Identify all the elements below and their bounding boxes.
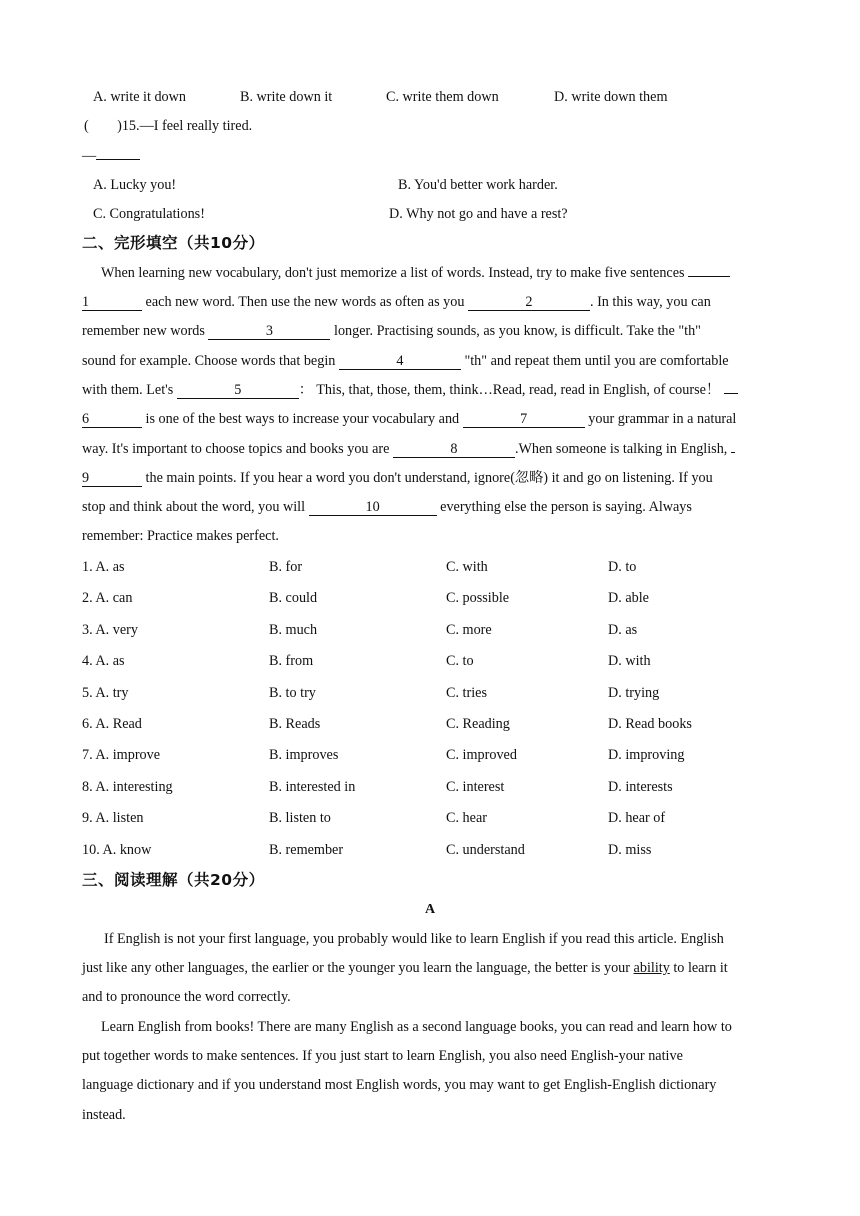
- q14-option-b: B. write down it: [240, 89, 333, 105]
- cloze-q9-option-b: B. listen to: [269, 810, 331, 827]
- q15-option-d: D. Why not go and have a rest?: [389, 206, 568, 222]
- cloze-q6-option-a: 6. A. Read: [82, 716, 142, 732]
- cloze-q5-option-d: D. trying: [608, 684, 660, 701]
- cloze-line-1: When learning new vocabulary, don't just memorize a list of words. Instead, try to make five sentences: [101, 264, 730, 282]
- cloze-q10-option-d: D. miss: [608, 841, 652, 858]
- cloze-q1-option-a: 1. A. as: [82, 559, 125, 575]
- cloze-q1-option-b: B. for: [269, 559, 303, 575]
- cloze-q2-option-c: C. possible: [446, 590, 510, 607]
- cloze-q8-option-b: B. interested in: [269, 778, 356, 795]
- q15-question: 15.—I feel really tired.: [121, 118, 253, 134]
- cloze-q7-option-c: C. improved: [446, 747, 517, 764]
- cloze-q6-option-c: C. Reading: [446, 716, 510, 732]
- cloze-line-8: 9 the main points. If you hear a word you don't understand, ignore(忽略) it and go on listening. If you: [82, 470, 713, 486]
- underlined-word: ability: [633, 960, 670, 976]
- cloze-line-5: with them. Let's 5 ： This, that, those, them, think…Read, read, read in English, of course！: [82, 381, 738, 399]
- cloze-blank-5[interactable]: 5: [177, 383, 299, 399]
- cloze-q4-option-d: D. with: [608, 653, 651, 670]
- cloze-q3-option-d: D. as: [608, 621, 638, 638]
- passage-p2-line-1: Learn English from books! There are many English as a second language books, you can read and learn how to: [101, 1019, 732, 1035]
- cloze-blank-2[interactable]: 2: [468, 295, 590, 311]
- passage-p1-line-1: If English is not your first language, you probably would like to learn English if you read this article. English: [104, 931, 724, 947]
- q15-reply: —: [82, 147, 140, 165]
- answer-paren: ( ): [84, 118, 122, 134]
- cloze-q9-option-c: C. hear: [446, 810, 487, 827]
- cloze-q4-option-c: C. to: [446, 653, 474, 670]
- cloze-q7-option-b: B. improves: [269, 747, 339, 764]
- cloze-blank-1[interactable]: 1: [82, 295, 142, 311]
- passage-p2-line-2: put together words to make sentences. If you just start to learn English, you also need English-your native: [82, 1048, 683, 1064]
- cloze-q6-option-b: B. Reads: [269, 716, 321, 732]
- cloze-blank-7[interactable]: 7: [463, 412, 585, 428]
- cloze-blank-10[interactable]: 10: [309, 500, 437, 516]
- cloze-blank-8[interactable]: 8: [393, 442, 515, 458]
- cloze-q1-option-c: C. with: [446, 559, 488, 575]
- q14-option-d: D. write down them: [554, 89, 668, 105]
- cloze-q9-option-a: 9. A. listen: [82, 810, 144, 827]
- passage-label: A: [424, 902, 436, 917]
- cloze-q7-option-a: 7. A. improve: [82, 747, 161, 764]
- cloze-q8-option-d: D. interests: [608, 778, 673, 795]
- cloze-q9-option-d: D. hear of: [608, 810, 666, 827]
- cloze-q3-option-a: 3. A. very: [82, 621, 138, 638]
- cloze-line-6: 6 is one of the best ways to increase your vocabulary and 7 your grammar in a natural: [82, 411, 737, 427]
- q14-option-c: C. write them down: [386, 89, 499, 105]
- cloze-blank-4[interactable]: 4: [339, 354, 461, 370]
- cloze-blank-9[interactable]: 9: [82, 471, 142, 487]
- cloze-q2-option-b: B. could: [269, 590, 318, 607]
- cloze-q8-option-c: C. interest: [446, 778, 505, 795]
- q15-reply-blank[interactable]: [96, 159, 140, 160]
- cloze-q10-option-c: C. understand: [446, 841, 525, 858]
- cloze-q6-option-d: D. Read books: [608, 716, 692, 732]
- passage-p2-line-3: language dictionary and if you understand most English words, you may want to get English-English dictionary: [82, 1077, 717, 1093]
- cloze-q8-option-a: 8. A. interesting: [82, 778, 173, 795]
- cloze-line-4: sound for example. Choose words that begin 4 "th" and repeat them until you are comfortable: [82, 353, 729, 369]
- passage-p2-line-4: instead.: [82, 1107, 126, 1123]
- cloze-q4-option-b: B. from: [269, 653, 314, 670]
- cloze-q1-option-d: D. to: [608, 559, 637, 575]
- cloze-line-2: 1 each new word. Then use the new words as often as you 2 . In this way, you can: [82, 294, 711, 310]
- q15-option-a: A. Lucky you!: [93, 177, 177, 193]
- cloze-q3-option-b: B. much: [269, 621, 318, 638]
- cloze-q5-option-c: C. tries: [446, 684, 487, 701]
- passage-p1-line-2: just like any other languages, the earlier or the younger you learn the language, the better is your ability to learn it: [82, 960, 728, 976]
- q14-option-a: A. write it down: [93, 89, 186, 105]
- cloze-line-10: remember: Practice makes perfect.: [82, 528, 279, 544]
- passage-p1-line-3: and to pronounce the word correctly.: [82, 989, 291, 1005]
- cloze-q10-option-a: 10. A. know: [82, 841, 152, 858]
- q15-stem: [84, 117, 252, 135]
- cloze-line-9: stop and think about the word, you will 10 everything else the person is saying. Always: [82, 499, 692, 515]
- section2-title: 二、完形填空（共10分）: [82, 234, 265, 252]
- cloze-line-3: remember new words 3 longer. Practising sounds, as you know, is difficult. Take the "th": [82, 323, 701, 339]
- cloze-q2-option-a: 2. A. can: [82, 590, 133, 607]
- cloze-blank-6[interactable]: 6: [82, 412, 142, 428]
- cloze-blank-3[interactable]: 3: [208, 324, 330, 340]
- cloze-line-7: way. It's important to choose topics and books you are 8 .When someone is talking in English,: [82, 440, 735, 458]
- cloze-q4-option-a: 4. A. as: [82, 653, 125, 670]
- section3-title: 三、阅读理解（共20分）: [82, 871, 265, 889]
- cloze-q7-option-d: D. improving: [608, 747, 685, 764]
- q15-option-b: B. You'd better work harder.: [398, 177, 558, 193]
- cloze-q2-option-d: D. able: [608, 590, 649, 607]
- cloze-q10-option-b: B. remember: [269, 841, 344, 858]
- cloze-q5-option-a: 5. A. try: [82, 684, 129, 701]
- cloze-q3-option-c: C. more: [446, 621, 492, 638]
- q15-option-c: C. Congratulations!: [93, 206, 205, 222]
- cloze-q5-option-b: B. to try: [269, 684, 316, 701]
